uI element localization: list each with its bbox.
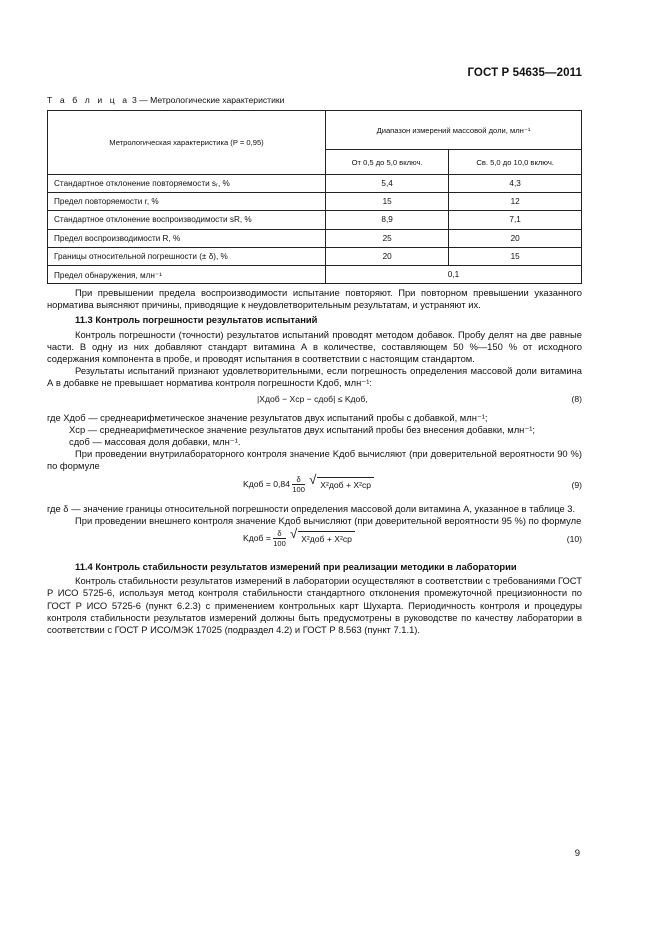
table-row — [48, 175, 582, 193]
where-line: где Xдоб — среднеарифметическое значение результатов двух испытаний пробы с добавкой, млн⁻¹; — [47, 411, 488, 423]
table-head-col2: Св. 5,0 до 10,0 включ. — [449, 150, 582, 175]
table-caption — [47, 95, 284, 105]
row-label: Стандартное отклонение воспроизводимости sR, % — [48, 211, 326, 229]
row-value-1: 25 — [326, 229, 449, 247]
paragraph: Контроль погрешности (точности) результатов испытаний проводят методом добавок. Пробу делят на две равные части. В одну из них добавляют стандарт витамина А в количестве, составляющем 50 %—150 % от исходного содержания компонента в пробе, и проводят испытания в соответствии с настоящим стандартом. — [47, 328, 582, 365]
page-number: 9 — [574, 848, 580, 859]
equation-8 — [47, 393, 582, 409]
square-root: √ X²доб + X²ср — [298, 531, 355, 545]
equation-9-lhs: Kдоб = 0,84 — [243, 478, 290, 489]
square-root: √ X²доб + X²ср — [317, 477, 374, 491]
row-label: Предел повторяемости r, % — [48, 193, 326, 211]
table-caption-text: 3 — Метрологические характеристики — [131, 95, 285, 105]
row-value-2: 20 — [449, 229, 582, 247]
paragraph: Результаты испытаний признают удовлетворительными, если погрешность определения массовой доли витамина А в добавке не превышает норматива контроля погрешности Kдоб, млн⁻¹: — [47, 365, 582, 389]
row-value-1: 15 — [326, 193, 449, 211]
row-value-2: 15 — [449, 247, 582, 265]
fraction-denominator: 100 — [292, 484, 305, 494]
main-text — [47, 287, 582, 636]
section-heading-11-4: 11.4 Контроль стабильности результатов измерений при реализации методики в лаборатории — [75, 561, 517, 573]
metrology-table — [47, 110, 582, 284]
table-head-characteristic: Метрологическая характеристика (P = 0,95) — [48, 111, 326, 175]
row-value-2: 12 — [449, 193, 582, 211]
row-value-2: 4,3 — [449, 175, 582, 193]
table-head-col1: От 0,5 до 5,0 включ. — [326, 150, 449, 175]
table-row — [48, 247, 582, 265]
equation-10-body — [243, 529, 355, 548]
table-row — [48, 211, 582, 229]
section-heading-11-3: 11.3 Контроль погрешности результатов испытаний — [75, 314, 318, 326]
row-value-2: 7,1 — [449, 211, 582, 229]
row-label: Границы относительной погрешности (± δ), % — [48, 247, 326, 265]
row-value-1: 20 — [326, 247, 449, 265]
row-value-merged: 0,1 — [326, 265, 582, 283]
row-label: Предел воспроизводимости R, % — [48, 229, 326, 247]
where-line: Xср — среднеарифметическое значение результатов двух испытаний пробы без внесения добавки, млн⁻¹; — [69, 423, 536, 435]
table-row — [48, 265, 582, 283]
paragraph: Контроль стабильности результатов измерений в лаборатории осуществляют в соответствии с требованиями ГОСТ Р ИСО 5725-6, используя метод контроля стабильности стандартного отклонения промежуточной прецизионности по ГОСТ Р ИСО 5725-6 (пункт 6.2.3) с применением контрольных карт Шухарта. Периодичность контроля и процедуры контроля стабильности результатов измерений должны быть предусмотрены в руководстве по качеству лаборатории в соответствии с ГОСТ Р ИСО/МЭК 17025 (подраздел 4.2) и ГОСТ Р 8.563 (пункт 7.1.1). — [47, 575, 582, 636]
paragraph: При превышении предела воспроизводимости испытание повторяют. При повторном превышении указанного норматива выясняют причины, приводящие к неудовлетворительным результатам, и устраняют их. — [47, 287, 582, 311]
equation-10-number: (10) — [566, 534, 582, 545]
fraction-denominator: 100 — [273, 539, 286, 549]
equation-8-number: (8) — [571, 393, 582, 404]
equation-9 — [47, 473, 582, 503]
fraction — [292, 475, 305, 494]
row-label: Стандартное отклонение повторяемости sᵣ, % — [48, 175, 326, 193]
equation-10 — [47, 527, 582, 557]
row-label: Предел обнаружения, млн⁻¹ — [48, 265, 326, 283]
equation-10-lhs: Kдоб = — [243, 532, 271, 543]
row-value-1: 8,9 — [326, 211, 449, 229]
row-value-1: 5,4 — [326, 175, 449, 193]
fraction-numerator: δ — [292, 475, 305, 485]
table-head-range: Диапазон измерений массовой доли, млн⁻¹ — [326, 111, 582, 150]
equation-8-body: |Xдоб − Xср − cдоб| ≤ Kдоб, — [257, 393, 368, 404]
equation-9-number: (9) — [571, 479, 582, 490]
paragraph: При проведении внутрилабораторного контроля значение Kдоб вычисляют (при доверительной вероятности 90 %) по формуле — [47, 448, 582, 472]
where-line: где δ — значение границы относительной погрешности определения массовой доли витамина А, указанное в таблице 3. — [47, 502, 576, 514]
fraction-numerator: δ — [273, 529, 286, 539]
table-row — [48, 193, 582, 211]
table-caption-prefix: Т а б л и ц а — [47, 95, 130, 105]
equation-9-body — [243, 475, 374, 494]
document-code: ГОСТ Р 54635—2011 — [467, 67, 582, 79]
fraction — [273, 529, 286, 548]
paragraph: При проведении внешнего контроля значение Kдоб вычисляют (при доверительной вероятности 95 %) по формуле — [75, 514, 582, 526]
where-line: cдоб — массовая доля добавки, млн⁻¹. — [69, 436, 241, 448]
table-row — [48, 229, 582, 247]
